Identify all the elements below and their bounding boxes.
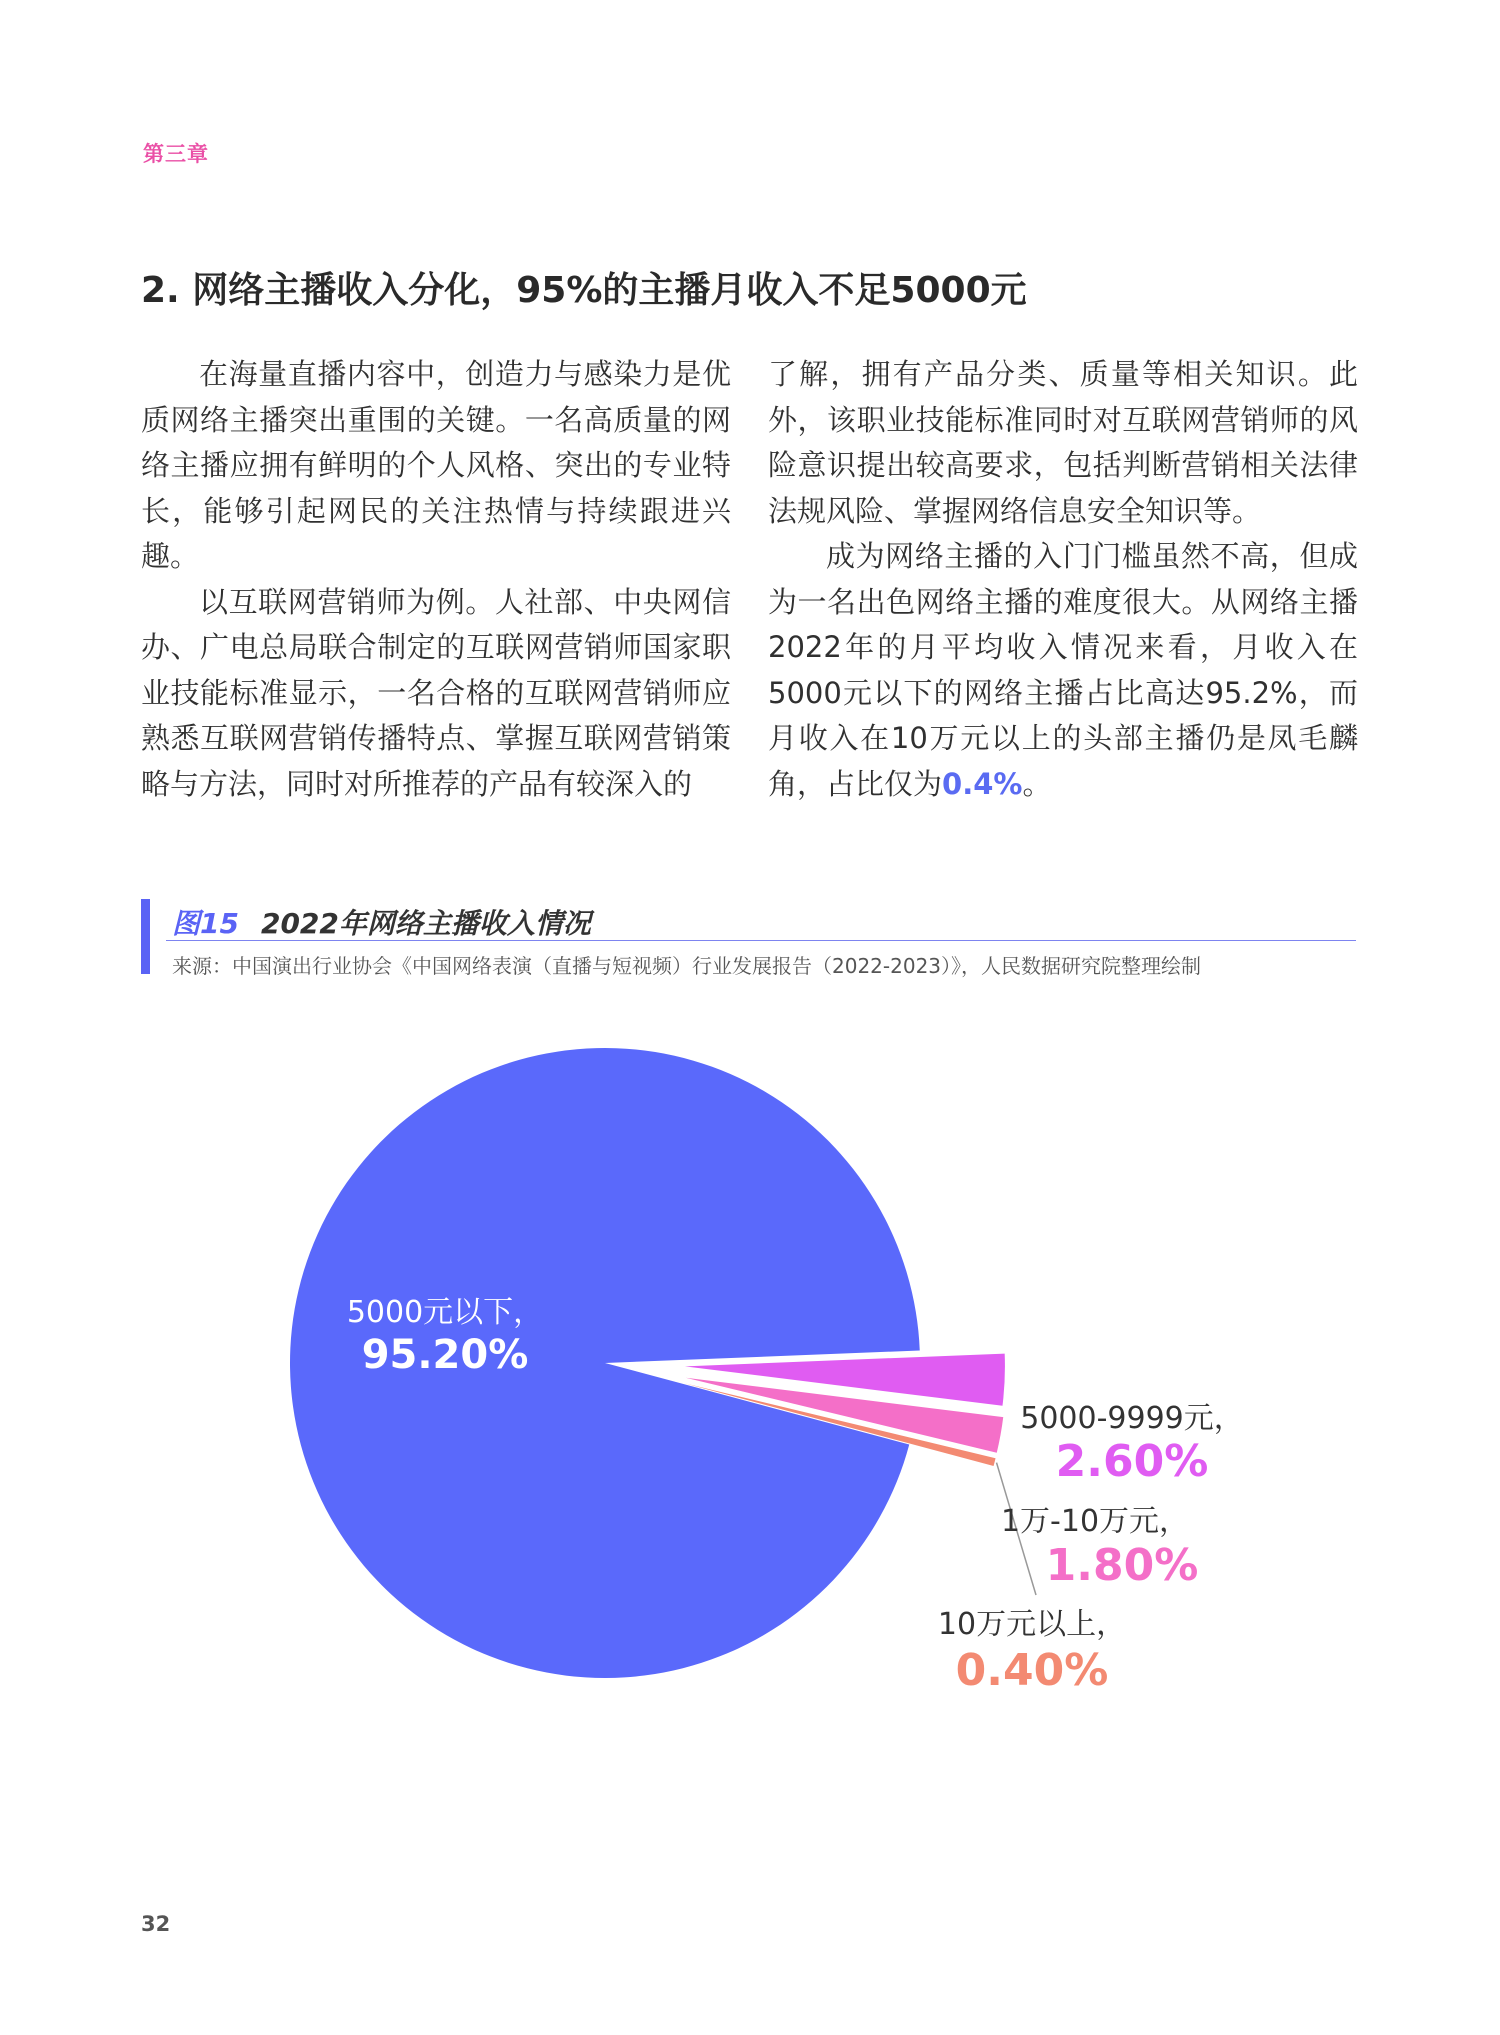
figure-accent-bar xyxy=(141,899,150,974)
slice-value: 1.80% xyxy=(1045,1540,1199,1591)
body-paragraph xyxy=(768,534,1358,807)
slice-value: 95.20% xyxy=(361,1332,529,1378)
slice-label: 5000元以下， xyxy=(346,1295,544,1330)
figure-divider xyxy=(166,940,1356,941)
body-paragraph: 在海量直播内容中，创造力与感染力是优质网络主播突出重围的关键。一名高质量的网络主播应拥有鲜明的个人风格、突出的专业特长，能够引起网民的关注热情与持续跟进兴趣。 xyxy=(141,357,731,573)
slice-value: 2.60% xyxy=(1055,1436,1209,1487)
section-title: 2. 网络主播收入分化，95%的主播月收入不足5000元 xyxy=(141,270,1027,311)
paragraph-text: 成为网络主播的入门门槛虽然不高，但成为一名出色网络主播的难度很大。从网络主播2022年的月平均收入情况来看，月收入在5000元以下的网络主播占比高达95.2%，而月收入在10万元以上的头部主播仍是凤毛麟角，占比仅为 xyxy=(768,539,1358,801)
body-paragraph: 以互联网营销师为例。人社部、中央网信办、广电总局联合制定的互联网营销师国家职业技能标准显示，一名合格的互联网营销师应熟悉互联网营销传播特点、掌握互联网营销策略与方法，同时对所推荐的产品有较深入的 xyxy=(141,584,731,801)
body-column-left xyxy=(141,352,731,807)
figure-source: 来源：中国演出行业协会《中国网络表演（直播与短视频）行业发展报告（2022-2023）》，人民数据研究院整理绘制 xyxy=(172,954,1202,978)
slice-label: 1万-10万元， xyxy=(1000,1504,1190,1539)
chapter-label: 第三章 xyxy=(143,142,209,166)
paragraph-end: 。 xyxy=(1022,766,1052,801)
highlight-value: 0.4% xyxy=(942,766,1023,801)
slice-label: 10万元以上， xyxy=(937,1607,1127,1642)
figure-title xyxy=(172,902,591,942)
figure-number: 图15 xyxy=(172,907,239,940)
figure-title-text: 2022年网络主播收入情况 xyxy=(260,907,591,940)
slice-value: 0.40% xyxy=(955,1645,1109,1696)
pie-chart xyxy=(0,1000,1500,1760)
slice-label: 5000-9999元， xyxy=(1020,1401,1244,1436)
page-number: 32 xyxy=(141,1912,171,1936)
body-column-right xyxy=(768,352,1358,807)
body-paragraph: 了解，拥有产品分类、质量等相关知识。此外，该职业技能标准同时对互联网营销师的风险意识提出较高要求，包括判断营销相关法律法规风险、掌握网络信息安全知识等。 xyxy=(768,357,1358,528)
